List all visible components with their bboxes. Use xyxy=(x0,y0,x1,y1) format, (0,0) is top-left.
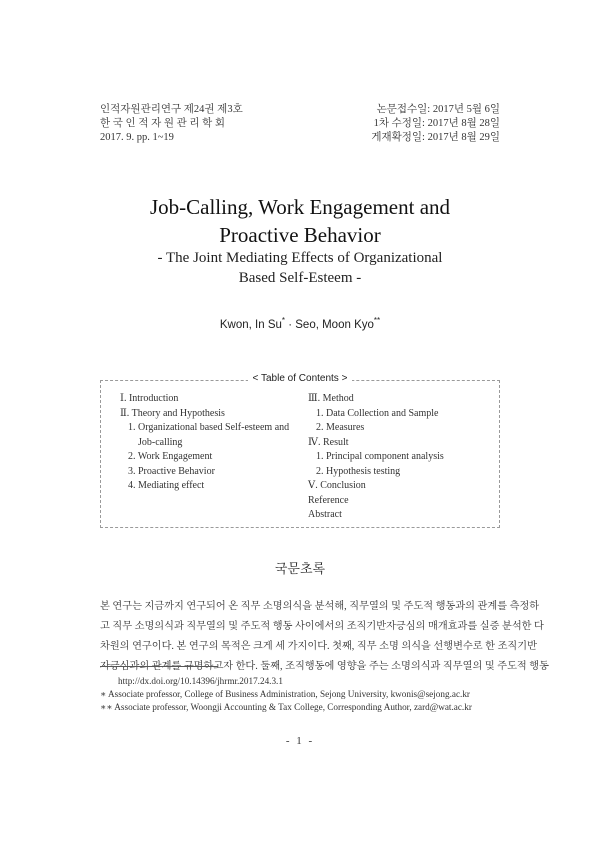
date-received: 논문접수일: 2017년 5월 6일 xyxy=(376,104,500,115)
toc-item: 2. Measures xyxy=(316,422,365,433)
toc-item: 1. Organizational based Self-esteem and xyxy=(128,422,290,433)
subtitle-line-2: Based Self-Esteem - xyxy=(238,270,362,286)
subtitle-line-1: - The Joint Mediating Effects of Organizational xyxy=(157,250,443,266)
author-2: Seo, Moon Kyo xyxy=(295,319,374,331)
journal-society: 한 국 인 적 자 원 관 리 학 회 xyxy=(100,118,226,129)
footnote-2: ∗∗ Associate professor, Woongji Accounting & Tax College, Corresponding Author, zard@wat.ac.kr xyxy=(100,702,472,712)
toc-item: Abstract xyxy=(308,509,342,520)
toc-item: 1. Data Collection and Sample xyxy=(316,407,439,419)
author-1-mark: * xyxy=(281,316,286,325)
toc-item: Ⅴ. Conclusion xyxy=(308,480,366,491)
doi-link[interactable]: http://dx.doi.org/10.14396/jhrmr.2017.24.3.1 xyxy=(118,676,283,686)
journal-issue: 2017. 9. pp. 1~19 xyxy=(100,132,174,143)
journal-info xyxy=(100,103,243,145)
toc-item: 4. Mediating effect xyxy=(128,480,205,491)
paper-subtitle xyxy=(0,248,600,288)
toc-left-column xyxy=(120,392,289,494)
footnote-1: ∗ Associate professor, College of Business Administration, Sejong University, kwonis@sejong.ac.kr xyxy=(100,689,470,699)
toc-heading-text: < Table of Contents > xyxy=(248,373,353,384)
author-2-mark: ** xyxy=(373,316,381,325)
toc-item: 2. Work Engagement xyxy=(128,451,213,462)
author-line xyxy=(0,316,600,331)
toc-item: 1. Principal component analysis xyxy=(316,451,444,462)
journal-name: 인적자원관리연구 제24권 제3호 xyxy=(100,104,243,115)
toc-item: Ⅰ. Introduction xyxy=(120,393,179,404)
abstract-line: 고 직무 소명의식과 직무열의 및 주도적 행동 사이에서의 조직기반자긍심의 매개효과를 실증 분석한 다 xyxy=(100,621,544,632)
toc-item: Ⅱ. Theory and Hypothesis xyxy=(120,407,225,419)
date-revised: 1차 수정일: 2017년 8월 28일 xyxy=(373,118,500,129)
toc-right-column xyxy=(308,392,444,523)
footnote-divider xyxy=(100,666,218,667)
abstract-line: 차원의 연구이다. 본 연구의 목적은 크게 세 가지이다. 첫째, 직무 소명 의식을 선행변수로 한 조직기반 xyxy=(100,641,537,652)
toc-heading xyxy=(0,373,600,384)
author-separator: · xyxy=(285,319,296,331)
toc-item: 2. Hypothesis testing xyxy=(316,465,401,477)
title-line-1: Job-Calling, Work Engagement and xyxy=(149,195,451,219)
submission-dates xyxy=(371,103,500,145)
toc-item: 3. Proactive Behavior xyxy=(128,465,215,477)
paper-title xyxy=(0,193,600,249)
abstract-line: 본 연구는 지금까지 연구되어 온 직무 소명의식을 분석해, 직무열의 및 주도적 행동과의 관계를 측정하 xyxy=(100,601,540,612)
abstract-heading: 국문초록 xyxy=(274,562,326,577)
page-number: - 1 - xyxy=(285,735,315,747)
toc-item: Job-calling xyxy=(138,436,183,448)
toc-item: Ⅳ. Result xyxy=(308,436,349,448)
abstract-body xyxy=(100,597,549,677)
date-accepted: 게재확정일: 2017년 8월 29일 xyxy=(371,132,500,143)
toc-item: Reference xyxy=(308,494,349,506)
title-line-2: Proactive Behavior xyxy=(219,223,381,247)
toc-item: Ⅲ. Method xyxy=(308,393,354,404)
abstract-line: 자긍심과의 관계를 규명하고자 한다. 둘째, 조직행동에 영향을 주는 소명의식과 직무열의 및 주도적 행동 xyxy=(100,661,549,672)
footnotes xyxy=(100,675,472,714)
author-1: Kwon, In Su xyxy=(219,319,282,331)
